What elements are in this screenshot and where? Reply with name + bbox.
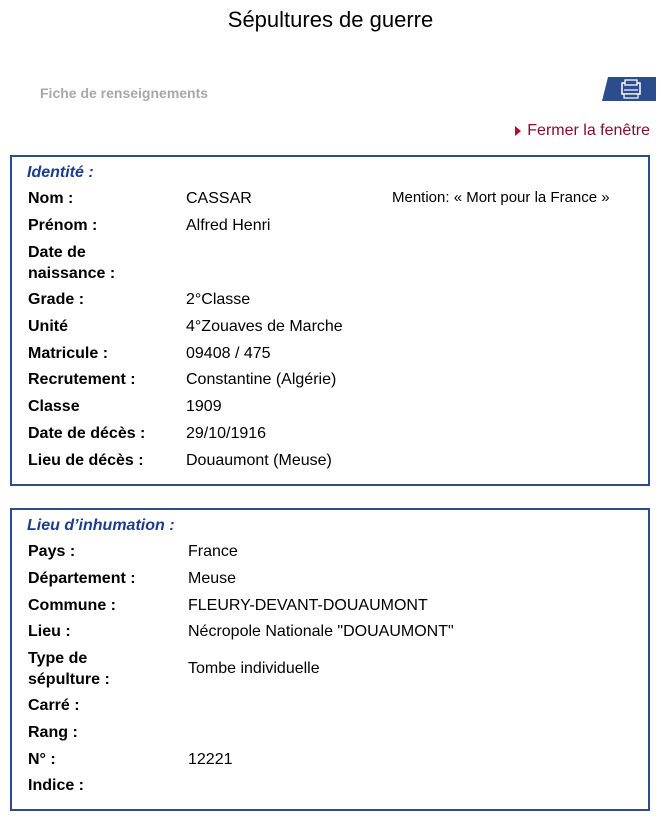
field-value: Meuse bbox=[188, 570, 237, 587]
field-label: Prénom : bbox=[28, 217, 98, 234]
field-value: Nécropole Nationale "DOUAUMONT" bbox=[188, 623, 454, 640]
mention-text: Mention: « Mort pour la France » bbox=[392, 189, 610, 206]
field-value: 4°Zouaves de Marche bbox=[186, 318, 343, 335]
burial-title: Lieu d’inhumation : bbox=[27, 517, 175, 534]
field-value: 12221 bbox=[188, 751, 233, 768]
field-label: Type de sépulture : bbox=[28, 650, 110, 688]
arrow-right-icon bbox=[515, 126, 521, 136]
field-label: Commune : bbox=[28, 597, 116, 614]
field-value: FLEURY-DEVANT-DOUAUMONT bbox=[188, 597, 428, 614]
field-label: Recrutement : bbox=[28, 371, 136, 388]
field-label: Département : bbox=[28, 570, 136, 587]
field-label: Rang : bbox=[28, 724, 78, 741]
field-value: Douaumont (Meuse) bbox=[186, 452, 332, 469]
field-label: Lieu : bbox=[28, 623, 71, 640]
identity-title: Identité : bbox=[27, 164, 94, 181]
field-label: Indice : bbox=[28, 777, 85, 794]
field-label: Matricule : bbox=[28, 345, 109, 362]
identity-panel bbox=[10, 155, 650, 486]
field-label: Date de naissance : bbox=[28, 244, 116, 282]
field-label: Carré : bbox=[28, 697, 80, 714]
field-label: Date de décès : bbox=[28, 425, 146, 442]
page-subtitle: Fiche de renseignements bbox=[40, 85, 209, 101]
field-label: Classe bbox=[28, 398, 80, 415]
field-value: 29/10/1916 bbox=[186, 425, 267, 442]
field-value: 09408 / 475 bbox=[186, 345, 271, 362]
field-label: Pays : bbox=[28, 543, 76, 560]
field-value: Tombe individuelle bbox=[188, 660, 320, 677]
field-value: CASSAR bbox=[186, 190, 252, 207]
field-value: Alfred Henri bbox=[186, 217, 271, 234]
field-label: Nom : bbox=[28, 190, 74, 207]
burial-panel bbox=[10, 508, 650, 811]
field-value: 2°Classe bbox=[186, 291, 251, 308]
field-label: Lieu de décès : bbox=[28, 452, 144, 469]
field-label: Unité bbox=[28, 318, 68, 335]
field-value: 1909 bbox=[186, 398, 222, 415]
print-icon[interactable] bbox=[602, 77, 656, 101]
close-window-label[interactable]: Fermer la fenêtre bbox=[527, 122, 650, 139]
close-window-link[interactable] bbox=[515, 122, 650, 140]
field-value: Constantine (Algérie) bbox=[186, 371, 337, 388]
field-label: Grade : bbox=[28, 291, 85, 308]
field-label: N° : bbox=[28, 751, 56, 768]
print-button[interactable] bbox=[602, 77, 656, 101]
page-title: Sépultures de guerre bbox=[227, 7, 434, 32]
field-value: France bbox=[188, 543, 238, 560]
